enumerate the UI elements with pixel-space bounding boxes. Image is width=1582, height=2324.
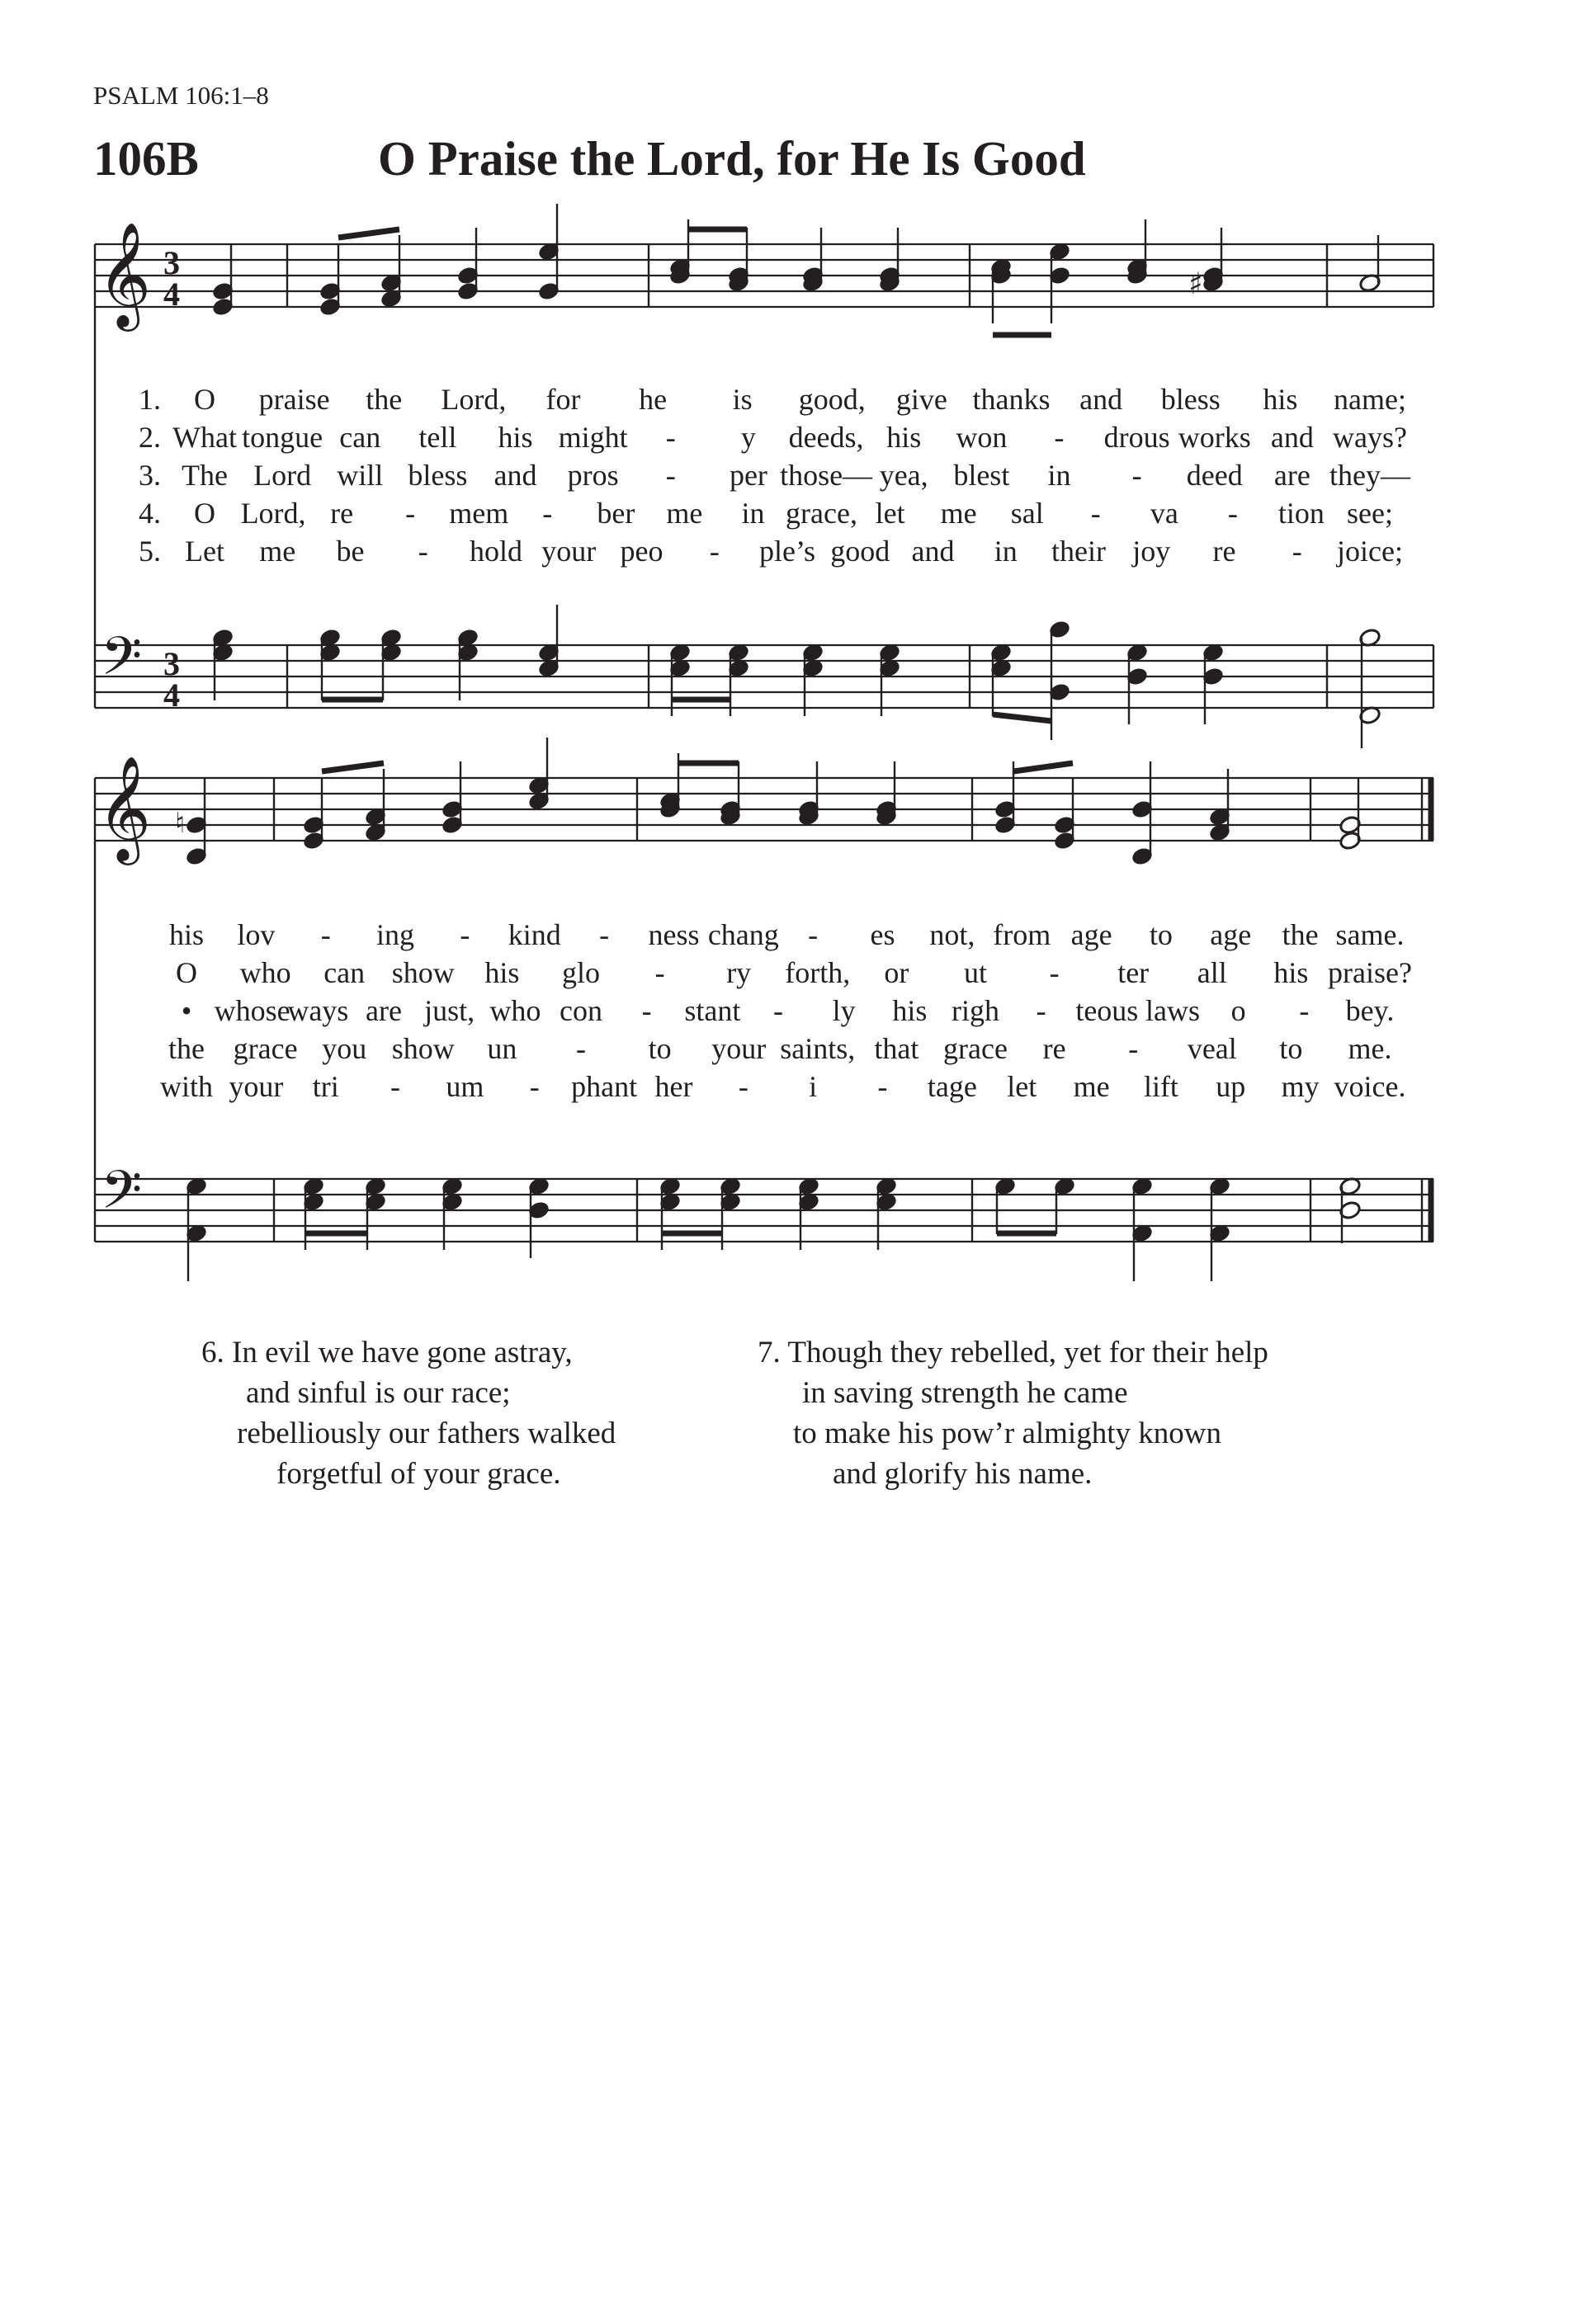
verse-number: 1. <box>139 383 161 416</box>
lyric-syllable: mem <box>449 497 509 530</box>
lyric-syllable: stant <box>684 994 741 1027</box>
stanza-6 <box>201 1332 616 1494</box>
verse-number: 3. <box>139 459 161 492</box>
lyric-syllable: The <box>182 459 228 492</box>
lyric-syllable: es <box>870 918 895 951</box>
lyric-syllable: - <box>877 1070 888 1103</box>
time-signature-bottom: 4 <box>163 276 180 313</box>
lyric-syllable: - <box>460 918 470 951</box>
lyric-syllable: con <box>560 994 602 1027</box>
lyric-syllable: pros <box>567 459 619 492</box>
lyric-syllable: Let <box>185 535 224 568</box>
lyric-syllable: might <box>558 421 628 454</box>
treble-clef: 𝄞 <box>97 221 152 327</box>
lyric-syllable: re <box>330 497 354 530</box>
beam <box>1013 763 1073 771</box>
lyric-syllable: per <box>729 459 767 492</box>
treble-staff <box>95 778 1433 841</box>
lyric-syllable: same. <box>1335 918 1405 951</box>
lyric-syllable: ple’s <box>759 535 815 568</box>
lyric-syllable: are <box>1273 459 1310 492</box>
lyric-syllable: his <box>168 918 205 951</box>
lyric-syllable: let <box>1007 1070 1037 1103</box>
lyric-syllable: my <box>1281 1070 1320 1103</box>
lyric-syllable: - <box>1036 994 1046 1027</box>
time-signature <box>163 645 180 714</box>
lyric-syllable: in <box>994 535 1018 568</box>
lyric-syllable: your <box>541 535 597 568</box>
time-signature-top: 3 <box>163 244 180 281</box>
bass-clef: 𝄢 <box>101 626 143 700</box>
lyric-syllable: deeds, <box>788 421 864 454</box>
lyric-syllable: • <box>181 994 192 1027</box>
lyric-syllable: and <box>1270 421 1314 454</box>
lyric-syllable: his <box>498 421 533 454</box>
lyric-syllable: the <box>168 1032 205 1065</box>
lyric-syllable: can <box>323 956 366 989</box>
lyric-syllable: bey. <box>1345 994 1395 1027</box>
verse-number: 4. <box>139 497 161 530</box>
lyric-syllable: ly <box>832 994 856 1027</box>
lyric-syllable: tongue <box>242 421 323 454</box>
lyric-syllable: age <box>1210 918 1252 951</box>
lyric-syllable: they— <box>1329 459 1410 492</box>
lyric-syllable: ness <box>648 918 700 951</box>
lyric-syllable: the <box>1282 918 1319 951</box>
lyric-syllable: with <box>159 1070 214 1103</box>
lyric-syllable: ter <box>1117 956 1150 989</box>
stanza-line: 7. Though they rebelled, yet for their help <box>758 1336 1268 1369</box>
lyric-syllable: laws <box>1145 994 1200 1027</box>
lyric-syllable: in <box>741 497 765 530</box>
lyric-syllable: - <box>1131 459 1142 492</box>
lyric-syllable: yea, <box>879 459 928 492</box>
lyric-syllable: ber <box>597 497 635 530</box>
lyric-syllable: his <box>892 994 928 1027</box>
lyric-syllable: from <box>993 918 1051 951</box>
lyric-syllable: O <box>194 383 215 416</box>
lyric-syllable: me <box>940 497 977 530</box>
lyric-syllable: and <box>911 535 955 568</box>
lyric-syllable: bless <box>1160 383 1221 416</box>
stanza-line: to make his pow’r almighty known <box>793 1417 1221 1450</box>
lyric-syllable: re <box>1042 1032 1066 1065</box>
lyric-syllable: me <box>666 497 703 530</box>
lyric-syllable: his <box>1263 383 1298 416</box>
lyric-syllable: kind <box>508 918 561 951</box>
lyric-syllable: tage <box>927 1070 977 1103</box>
lyric-syllable: - <box>1054 421 1065 454</box>
lyric-syllable: phant <box>571 1070 638 1103</box>
lyric-syllable: to <box>1149 918 1173 951</box>
lyric-syllable: o <box>1230 994 1246 1027</box>
lyric-syllable: chang <box>707 918 779 951</box>
lyric-syllable: will <box>337 459 384 492</box>
lyric-syllable: all <box>1197 956 1227 989</box>
lyric-syllable: - <box>405 497 416 530</box>
lyric-syllable: blest <box>953 459 1010 492</box>
lyric-syllable: good, <box>798 383 866 416</box>
beam <box>338 229 399 238</box>
lyric-syllable: i <box>809 1070 818 1103</box>
stanza-line: 6. In evil we have gone astray, <box>201 1336 573 1369</box>
hymn-title: O Praise the Lord, for He Is Good <box>378 131 1086 186</box>
lyric-syllable: forth, <box>785 956 851 989</box>
time-signature-top: 3 <box>163 645 180 682</box>
lyric-syllable: - <box>654 956 665 989</box>
lyric-syllable: praise <box>258 383 330 416</box>
lyric-syllable: or <box>884 956 909 989</box>
lyric-syllable: teous <box>1075 994 1139 1027</box>
lyric-syllable: - <box>599 918 610 951</box>
lyric-syllable: give <box>895 383 947 416</box>
lyric-syllable: who <box>239 956 291 989</box>
lyric-syllable: sal <box>1010 497 1044 530</box>
stanza-7 <box>758 1332 1268 1494</box>
lyric-syllable: tion <box>1277 497 1325 530</box>
lyric-syllable: that <box>874 1032 919 1065</box>
stanza-line: and sinful is our race; <box>246 1376 511 1410</box>
lyric-syllable: let <box>875 497 905 530</box>
lyric-syllable: to <box>1279 1032 1303 1065</box>
lyric-syllable: What <box>172 421 237 454</box>
lyric-syllable: - <box>1227 497 1238 530</box>
lyric-syllable: Lord, <box>441 383 507 416</box>
lyric-syllable: - <box>529 1070 540 1103</box>
time-signature <box>163 244 180 313</box>
stanza-number: 7. <box>758 1336 781 1369</box>
stanza-line: rebelliously our fathers walked <box>237 1417 616 1450</box>
bass-clef: 𝄢 <box>101 1160 143 1234</box>
stanza-number: 6. <box>201 1336 224 1369</box>
lyric-syllable: joice; <box>1337 535 1403 568</box>
lyric-syllable: whose <box>214 994 290 1027</box>
lyric-syllable: be <box>336 535 365 568</box>
lyric-syllable: just, <box>424 994 475 1027</box>
lyric-syllable: voice. <box>1334 1070 1406 1103</box>
stanza-line: in saving strength he came <box>802 1376 1128 1410</box>
lyric-syllable: - <box>542 497 553 530</box>
lyric-syllable: joy <box>1132 535 1171 568</box>
lyric-syllable: those— <box>780 459 873 492</box>
lyric-syllable: and <box>493 459 537 492</box>
lyric-syllable: re <box>1212 535 1236 568</box>
lyric-syllable: O <box>194 497 215 530</box>
lyric-syllable: ing <box>376 918 415 951</box>
lyric-syllable: thanks <box>972 383 1051 416</box>
lyric-syllable: show <box>391 956 455 989</box>
lyric-syllable: me. <box>1348 1032 1392 1065</box>
lyric-syllable: tell <box>418 421 457 454</box>
lyric-syllable: he <box>639 383 668 416</box>
lyric-syllable: up <box>1216 1070 1246 1103</box>
lyric-syllable: va <box>1150 497 1178 530</box>
lyric-syllable: see; <box>1347 497 1393 530</box>
lyric-syllable: works <box>1178 421 1251 454</box>
lyric-syllable: his <box>484 956 520 989</box>
lyric-syllable: me <box>1073 1070 1110 1103</box>
lyric-syllable: y <box>740 421 756 454</box>
lyric-syllable: drous <box>1103 421 1170 454</box>
lyric-syllable: your <box>711 1032 767 1065</box>
lyric-syllable: un <box>487 1032 517 1065</box>
lyric-syllable: - <box>1090 497 1101 530</box>
lyric-syllable: ry <box>726 956 752 989</box>
lyric-syllable: in <box>1047 459 1071 492</box>
lyric-syllable: are <box>366 994 402 1027</box>
lyric-syllable: their <box>1051 535 1106 568</box>
lyric-syllable: grace, <box>786 497 857 530</box>
beam <box>993 714 1051 721</box>
lyric-syllable: good <box>830 535 890 568</box>
lyric-syllable: - <box>1128 1032 1139 1065</box>
lyric-syllable: her <box>654 1070 693 1103</box>
lyric-syllable: um <box>446 1070 484 1103</box>
sharp-sign: ♯ <box>1188 267 1203 301</box>
verse-number: 2. <box>139 421 161 454</box>
lyric-syllable: not, <box>929 918 975 951</box>
lyric-syllable: ways? <box>1333 421 1407 454</box>
beam <box>322 763 384 771</box>
scripture-reference: PSALM 106:1–8 <box>93 81 269 110</box>
lyric-syllable: - <box>773 994 783 1027</box>
bass-staff <box>95 645 1433 708</box>
lyric-syllable: hold <box>469 535 523 568</box>
lyric-syllable: - <box>808 918 819 951</box>
natural-sign: ♮ <box>175 807 186 840</box>
lyric-syllable: - <box>641 994 652 1027</box>
lyric-syllable: and <box>1079 383 1123 416</box>
lyric-syllable: veal <box>1187 1032 1237 1065</box>
lyric-syllable: the <box>366 383 403 416</box>
treble-staff <box>95 244 1433 307</box>
lyric-syllable: praise? <box>1328 956 1412 989</box>
treble-clef: 𝄞 <box>97 755 152 860</box>
verse-number: 5. <box>139 535 161 568</box>
lyric-syllable: who <box>489 994 541 1027</box>
lyric-syllable: his <box>886 421 922 454</box>
stanza-line: and glorify his name. <box>833 1457 1093 1491</box>
lyric-syllable: you <box>322 1032 367 1065</box>
lyric-syllable: - <box>320 918 331 951</box>
hymn-number: 106B <box>93 131 199 186</box>
lyric-syllable: - <box>576 1032 586 1065</box>
lyric-syllable: - <box>665 421 676 454</box>
lyric-syllable: won <box>956 421 1008 454</box>
lyric-syllable: show <box>391 1032 455 1065</box>
lyric-syllable: glo <box>561 956 601 989</box>
bass-staff <box>95 1179 1433 1242</box>
lyric-syllable: - <box>709 535 720 568</box>
time-signature-bottom: 4 <box>163 676 180 714</box>
lyric-syllable: ut <box>963 956 988 989</box>
lyric-syllable: for <box>545 383 581 416</box>
lyric-syllable: Lord <box>253 459 312 492</box>
lyric-syllable: - <box>418 535 428 568</box>
lyric-syllable: name; <box>1334 383 1406 416</box>
lyric-syllable: me <box>259 535 296 568</box>
lyric-syllable: to <box>648 1032 672 1065</box>
lyric-syllable: - <box>665 459 676 492</box>
lyric-syllable: saints, <box>780 1032 856 1065</box>
lyric-syllable: - <box>1299 994 1310 1027</box>
lyric-syllable: deed <box>1186 459 1243 492</box>
lyric-syllable: lift <box>1143 1070 1178 1103</box>
lyric-syllable: peo <box>620 535 663 568</box>
lyric-syllable: your <box>229 1070 284 1103</box>
lyric-syllable: bless <box>408 459 468 492</box>
lyric-syllable: grace <box>943 1032 1008 1065</box>
lyric-syllable: grace <box>233 1032 298 1065</box>
lyric-syllable: age <box>1070 918 1112 951</box>
lyric-syllable: Lord, <box>240 497 306 530</box>
lyric-syllable: righ <box>952 994 999 1027</box>
lyric-syllable: tri <box>312 1070 339 1103</box>
lyric-syllable: is <box>732 383 753 416</box>
lyric-syllable: O <box>176 956 197 989</box>
lyric-syllable: - <box>1049 956 1060 989</box>
lyric-syllable: his <box>1273 956 1309 989</box>
lyric-syllable: can <box>339 421 381 454</box>
lyric-syllable: - <box>390 1070 401 1103</box>
lyric-syllable: lov <box>237 918 276 951</box>
lyric-syllable: - <box>1292 535 1302 568</box>
lyric-syllable: ways <box>287 994 349 1027</box>
stanza-line: forgetful of your grace. <box>276 1457 561 1491</box>
lyric-syllable: - <box>738 1070 748 1103</box>
